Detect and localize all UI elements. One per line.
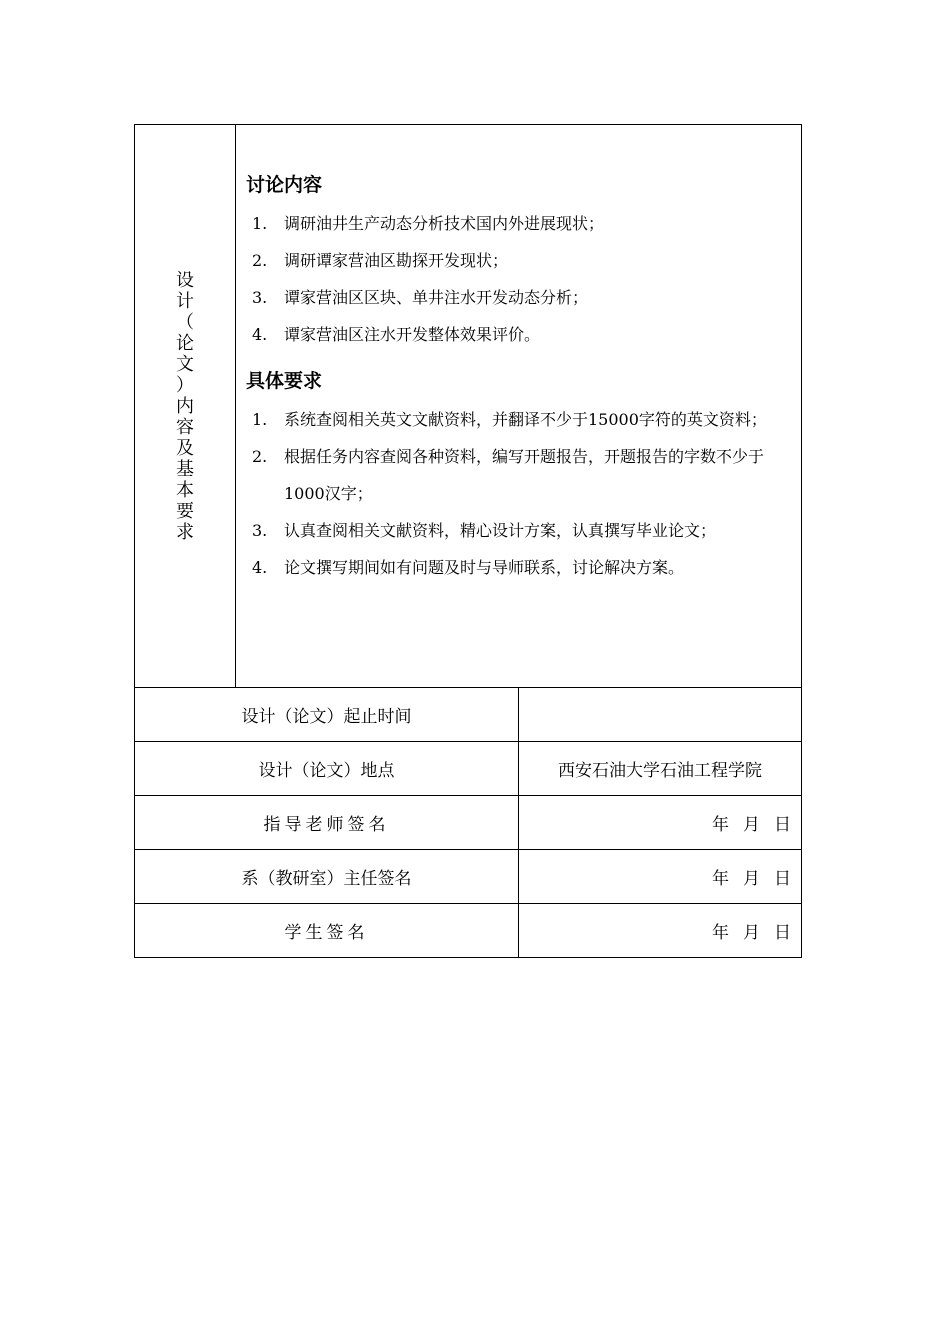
task-form [134,124,802,958]
item-number: 3. [252,521,268,540]
list-item [246,242,781,279]
list-item [246,512,781,549]
director-signature-label: 系（教研室）主任签名 [135,850,519,904]
period-row [135,688,802,742]
director-signature-date[interactable] [519,850,802,904]
side-label-char: 设 [176,269,194,291]
item-number: 1. [252,410,268,429]
side-label-char: 求 [176,521,194,543]
location-label: 设计（论文）地点 [135,742,519,796]
list-item [246,205,781,242]
day-label: 日 [774,923,791,943]
item-text: 认真查阅相关文献资料，精心设计方案，认真撰写毕业论文； [284,521,717,540]
advisor-signature-row [135,796,802,850]
side-label-cell [135,125,236,688]
side-label-char: 基 [176,458,194,480]
director-signature-row [135,850,802,904]
item-text: 调研谭家营油区勘探开发现状； [284,251,509,270]
item-number: 1. [252,214,268,233]
item-text: 谭家营油区区块、单井注水开发动态分析； [284,288,589,307]
content-cell [236,125,802,688]
location-row [135,742,802,796]
content-list [246,205,781,353]
side-label-char: 要 [176,500,194,522]
day-label: 日 [774,869,791,889]
side-label-char: 计 [176,290,194,312]
item-number: 2. [252,447,268,466]
year-label: 年 [712,815,729,835]
side-label [135,270,235,543]
list-item [246,316,781,353]
student-signature-row [135,904,802,958]
item-number: 4. [252,325,268,344]
requirements-list [246,401,781,586]
item-text: 论文撰写期间如有问题及时与导师联系，讨论解决方案。 [284,558,685,577]
student-signature-date[interactable] [519,904,802,958]
form-table [134,124,802,958]
student-signature-label: 学生签名 [135,904,519,958]
item-text: 调研油井生产动态分析技术国内外进展现状； [284,214,605,233]
location-value: 西安石油大学石油工程学院 [519,742,802,796]
item-text: 谭家营油区注水开发整体效果评价。 [284,325,541,344]
month-label: 月 [743,923,760,943]
item-text: 系统查阅相关英文文献资料，并翻译不少于15000字符的英文资料； [284,410,767,429]
content-title: 讨论内容 [246,174,323,196]
list-item [246,279,781,316]
side-label-char: 文 [176,353,194,375]
item-number: 2. [252,251,268,270]
item-text: 根据任务内容查阅各种资料，编写开题报告，开题报告的字数不少于1000汉字； [284,447,765,503]
day-label: 日 [774,815,791,835]
month-label: 月 [743,869,760,889]
month-label: 月 [743,815,760,835]
item-number: 4. [252,558,268,577]
side-label-char: 及 [176,437,194,459]
side-label-char: （ [176,311,194,333]
side-label-char: ） [176,374,194,396]
year-label: 年 [712,923,729,943]
requirements-title: 具体要求 [246,370,323,392]
side-label-char: 本 [176,479,194,501]
period-value[interactable] [519,688,802,742]
list-item [246,438,781,512]
side-label-char: 内 [176,395,194,417]
side-label-char: 论 [176,332,194,354]
period-label: 设计（论文）起止时间 [135,688,519,742]
year-label: 年 [712,869,729,889]
advisor-signature-date[interactable] [519,796,802,850]
content-row [135,125,802,688]
side-label-char: 容 [176,416,194,438]
item-number: 3. [252,288,268,307]
advisor-signature-label: 指导老师签名 [135,796,519,850]
list-item [246,401,781,438]
list-item [246,549,781,586]
